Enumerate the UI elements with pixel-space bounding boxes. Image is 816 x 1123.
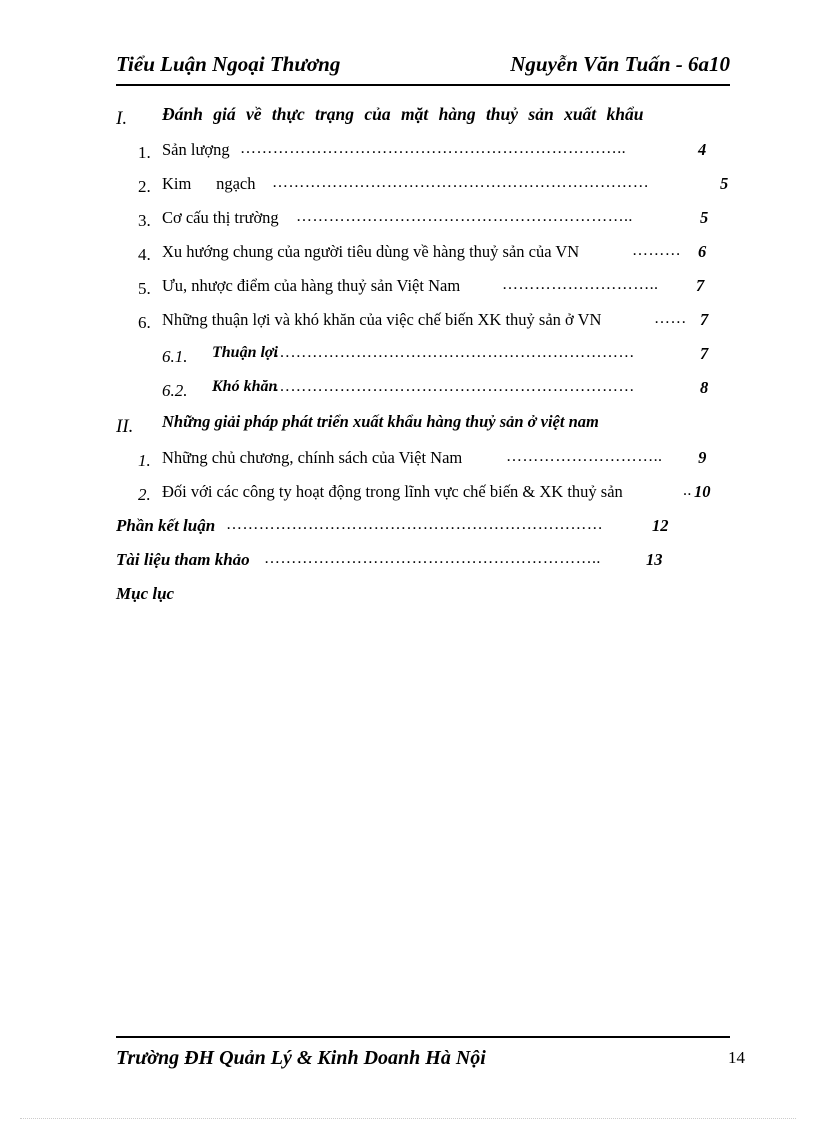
subentry-title: Thuận lợi	[212, 344, 278, 361]
part-leader: ……………………………………………………..	[264, 550, 601, 567]
subentry-leader: …………………………………………………………	[274, 378, 635, 395]
part-title: Tài liệu tham khảo	[116, 550, 250, 569]
part-title: Phần kết luận	[116, 516, 216, 535]
entry-page: 9	[694, 448, 707, 467]
entry-leader: ………	[632, 242, 682, 259]
subentry-number: 6.2.	[162, 381, 188, 400]
footer-page-number: 14	[728, 1048, 745, 1067]
section-title: Đánh giá về thực trạng của mặt hàng thuỷ sản xuất khẩu	[162, 104, 644, 124]
entry-title: Những chủ chương, chính sách của Việt Nam	[162, 448, 463, 467]
section-number: II.	[116, 416, 134, 437]
entry-page: 6	[698, 242, 707, 261]
header-author: Nguyễn Văn Tuấn - 6a10	[510, 52, 730, 76]
part-leader: ……………………………………………………………	[226, 516, 604, 533]
subentry-page: 7	[700, 344, 709, 363]
part-title: Mục lục	[116, 584, 175, 603]
section-number: I.	[116, 108, 128, 129]
entry-number: 2.	[138, 485, 151, 504]
entry-number: 5.	[138, 279, 151, 298]
entry-title: Sản lượng	[162, 140, 230, 159]
subentry-page: 8	[700, 378, 709, 397]
part-page: 13	[646, 550, 663, 569]
entry-page: 5	[700, 208, 709, 227]
entry-leader: ……	[654, 310, 687, 327]
entry-title: Ưu, nhược điểm của hàng thuỷ sản Việt Nam	[162, 276, 461, 295]
subentry-number: 6.1.	[162, 347, 188, 366]
entry-page: 10	[694, 482, 711, 501]
entry-number: 1.	[138, 143, 151, 162]
section-title: Những giải pháp phát triển xuất khẩu hàng thuỷ sản ở việt nam	[162, 412, 599, 431]
entry-leader: ……………………………………………………..	[296, 208, 633, 225]
entry-title: Cơ cấu thị trường	[162, 208, 279, 227]
entry-number: 3.	[138, 211, 151, 230]
footer-school: Trường ĐH Quản Lý & Kinh Doanh Hà Nội	[116, 1047, 486, 1069]
entry-leader: ………………………..	[506, 448, 663, 465]
footer-divider	[116, 1036, 730, 1038]
entry-page: 4	[698, 140, 707, 159]
page-bottom-border	[20, 1118, 796, 1119]
entry-number: 2.	[138, 177, 151, 196]
entry-page: 7	[696, 276, 705, 295]
entry-page: 7	[700, 310, 709, 329]
entry-leader: ……………………………………………………………	[272, 174, 650, 191]
subentry-title: Khó khăn	[212, 378, 278, 395]
entry-number: 1.	[138, 451, 151, 470]
entry-leader: ..	[683, 482, 692, 499]
entry-number: 6.	[138, 313, 151, 332]
subentry-leader: …………………………………………………………	[274, 344, 635, 361]
entry-title: Kim ngạch	[162, 174, 256, 193]
entry-title: Đối với các công ty hoạt động trong lĩnh vực chế biến & XK thuỷ sản	[162, 482, 623, 501]
entry-title: Xu hướng chung của người tiêu dùng về hàng thuỷ sản của VN	[162, 242, 580, 261]
entry-leader: ……………………………………………………………..	[240, 140, 626, 157]
entry-page: 5	[720, 174, 729, 193]
part-page: 12	[652, 516, 669, 535]
header-title: Tiểu Luận Ngoại Thương	[116, 52, 341, 76]
entry-title: Những thuận lợi và khó khăn của việc chế biến XK thuỷ sản ở VN	[162, 310, 602, 329]
entry-leader: ………………………..	[502, 276, 659, 293]
entry-number: 4.	[138, 245, 151, 264]
